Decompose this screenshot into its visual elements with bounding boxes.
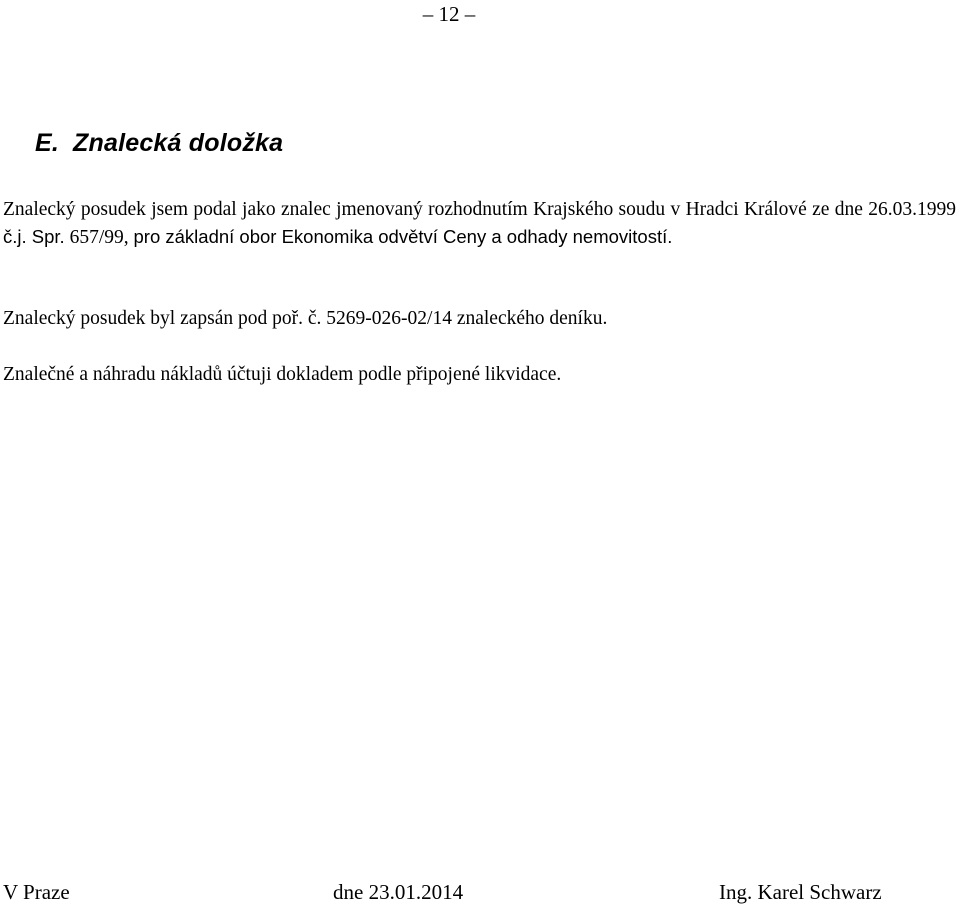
appointment-text-start: Znalecký posudek jsem podal jako znalec jmenovaný rozhodnutím Krajského soudu v Hradci Králové ze dne 26.03.1999 <box>3 199 956 220</box>
fee-paragraph: Znalečné a náhradu nákladů účtuji dokladem podle připojené likvidace. <box>3 364 562 385</box>
appointment-paragraph <box>3 196 956 251</box>
section-heading <box>35 128 283 158</box>
reference-number: 657/99, <box>64 227 134 248</box>
section-title: Znalecká doložka <box>73 129 284 157</box>
footer-date: dne 23.01.2014 <box>333 880 464 904</box>
page-number: – 12 – <box>422 2 476 26</box>
appointment-field-text: pro základní obor Ekonomika odvětví Ceny a odhady nemovitostí. <box>133 226 673 247</box>
register-paragraph: Znalecký posudek byl zapsán pod poř. č. 5269-026-02/14 znaleckého deníku. <box>3 308 608 329</box>
footer-place: V Praze <box>3 880 70 904</box>
footer-signatory-name: Ing. Karel Schwarz <box>719 880 882 904</box>
reference-prefix: č.j. Spr. <box>3 226 65 247</box>
section-letter: E. <box>35 129 60 157</box>
